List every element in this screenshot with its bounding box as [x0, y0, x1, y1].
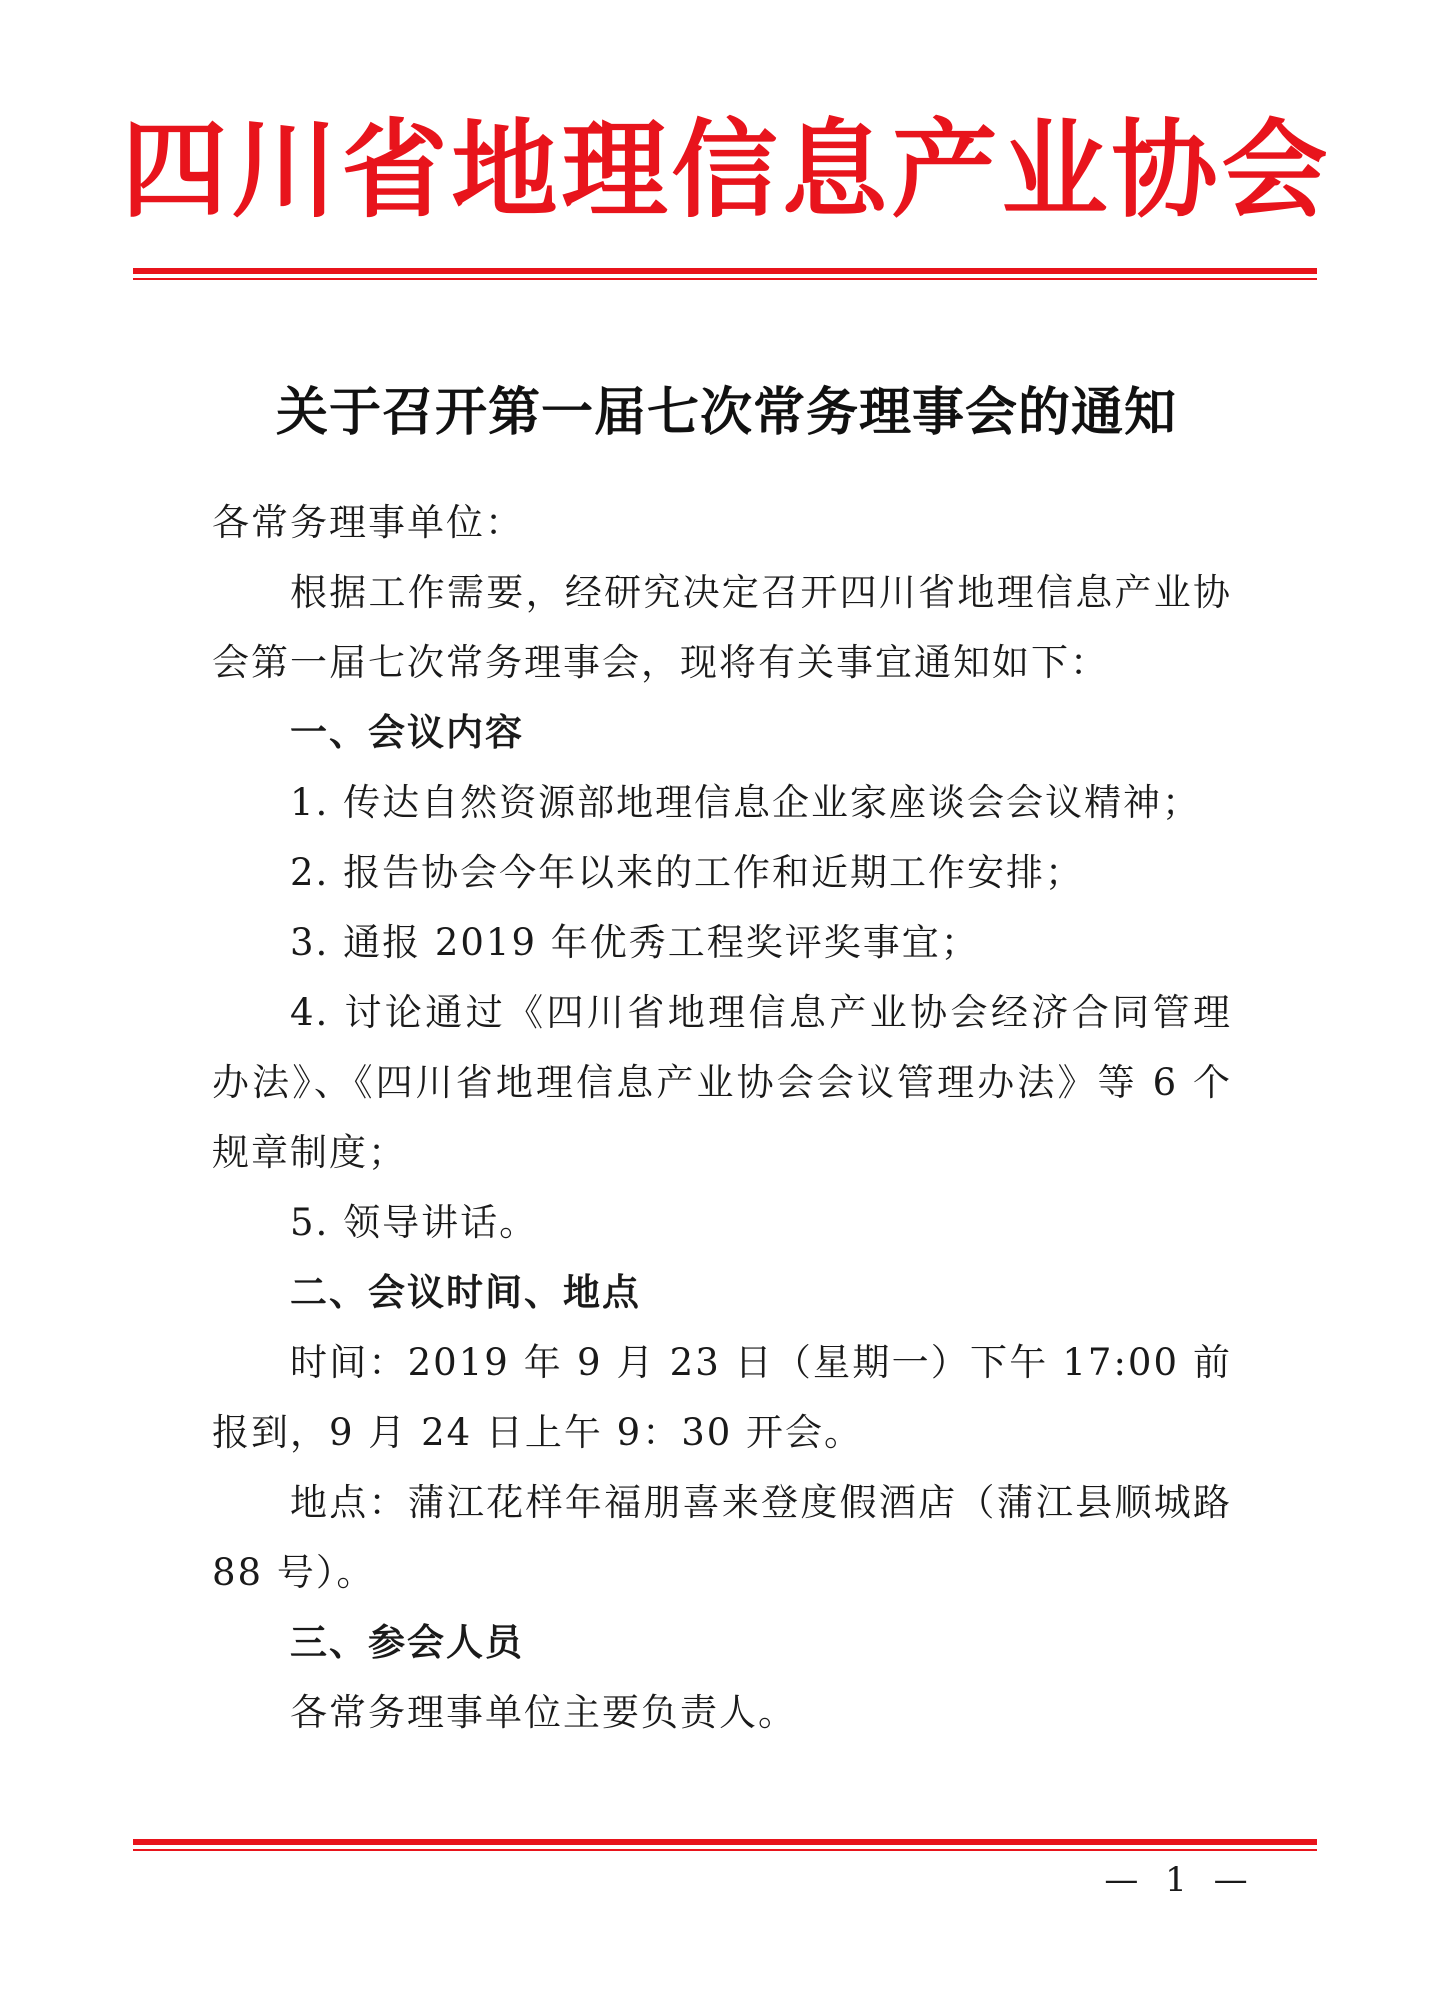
footer-red-rule	[133, 1839, 1317, 1851]
page-number: — 1 —	[1104, 1860, 1256, 1900]
list-item: 1. 传达自然资源部地理信息企业家座谈会会议精神；	[290, 781, 1202, 824]
salutation: 各常务理事单位：	[212, 501, 524, 544]
list-item: 4. 讨论通过《四川省地理信息产业协会经济合同管理办法》、《四川省地理信息产业协会会议管理办法》等 6 个规章制度；	[212, 991, 1232, 1174]
letterhead-org-name: 四川省地理信息产业协会	[121, 109, 1332, 232]
document-body	[212, 488, 1232, 1748]
letterhead-red-rule	[133, 268, 1317, 280]
list-item: 3. 通报 2019 年优秀工程奖评奖事宜；	[290, 921, 980, 964]
list-item: 2. 报告协会今年以来的工作和近期工作安排；	[290, 851, 1085, 894]
section-heading-time-place: 二、会议时间、地点	[290, 1271, 641, 1314]
list-item: 5. 领导讲话。	[290, 1201, 539, 1244]
document-title: 关于召开第一届七次常务理事会的通知	[275, 382, 1177, 443]
section-heading-content: 一、会议内容	[290, 711, 524, 754]
attendees: 各常务理事单位主要负责人。	[290, 1691, 797, 1734]
meeting-place: 地点：蒲江花样年福朋喜来登度假酒店（蒲江县顺城路 88 号）。	[212, 1481, 1232, 1594]
intro-paragraph: 根据工作需要，经研究决定召开四川省地理信息产业协会第一届七次常务理事会，现将有关事宜通知如下：	[212, 571, 1232, 684]
section-heading-attendees: 三、参会人员	[290, 1621, 524, 1664]
meeting-time: 时间：2019 年 9 月 23 日（星期一）下午 17:00 前报到，9 月 24 日上午 9：30 开会。	[212, 1341, 1232, 1454]
